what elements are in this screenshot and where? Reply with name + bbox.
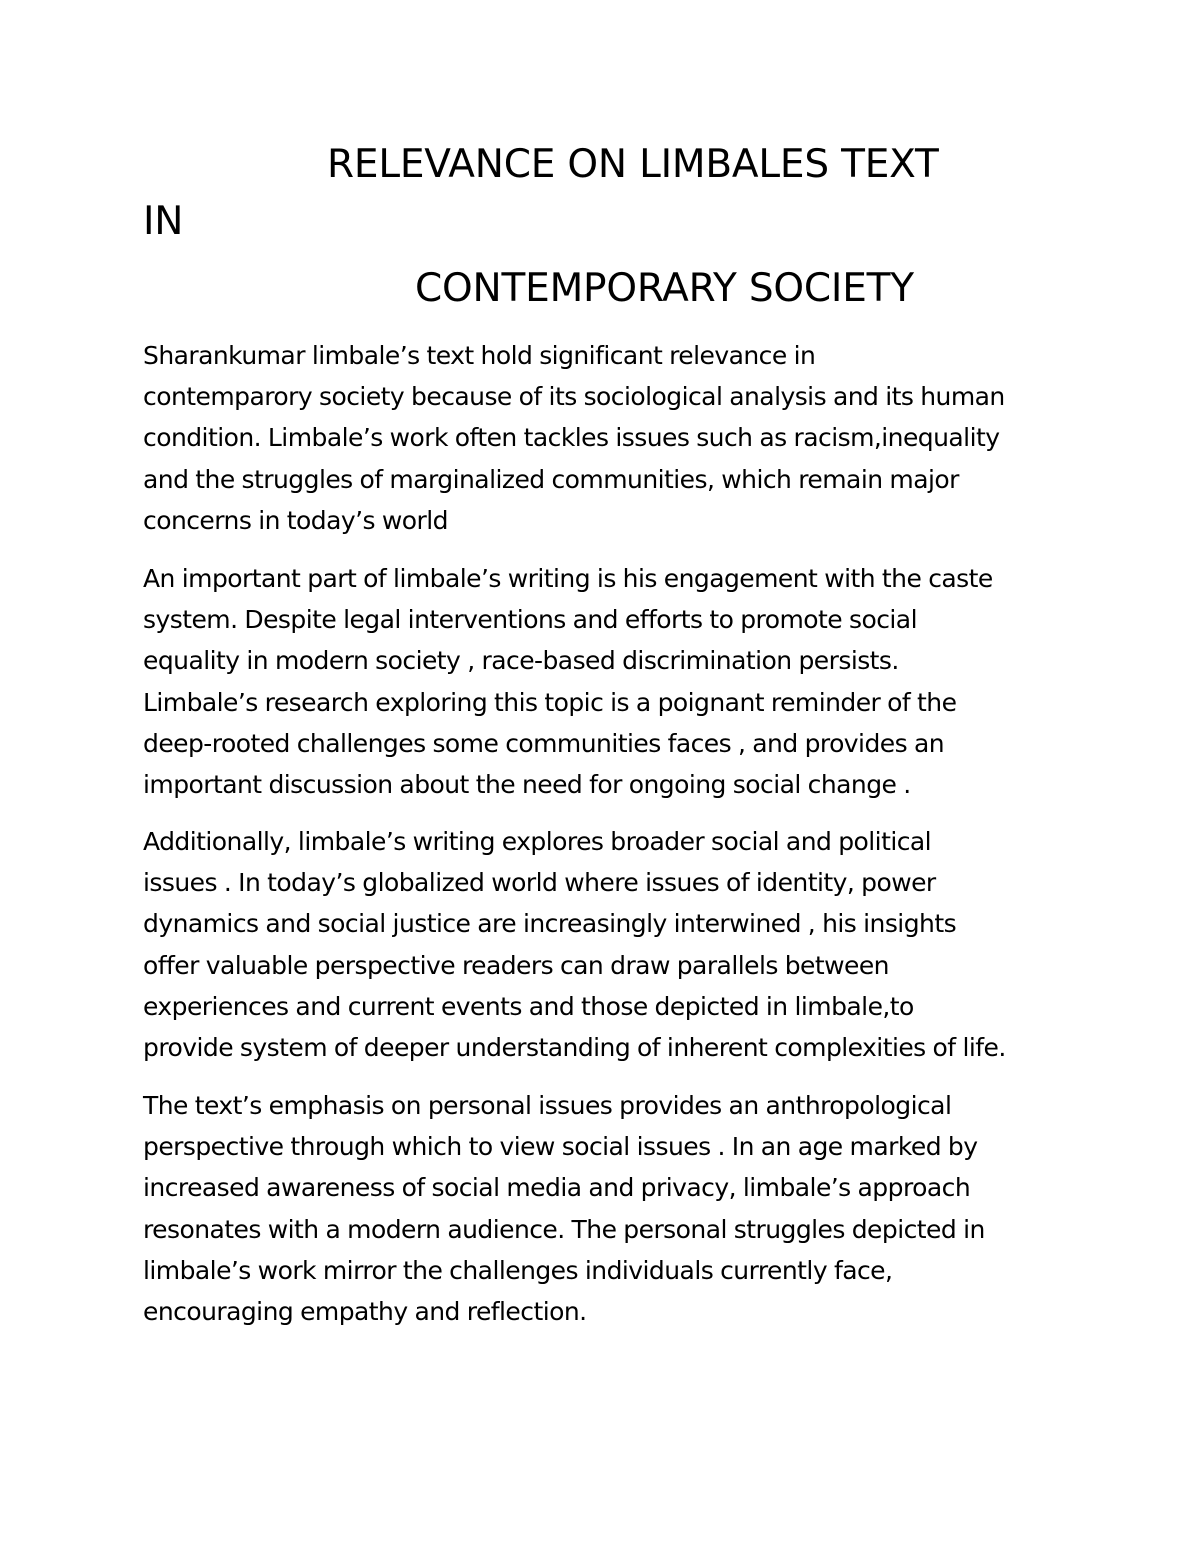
- paragraph-1: Sharankumar limbale’s text hold significant relevance in contemparory society because of its sociological analysis and its human condition. Limbale’s work often tackles issues such as racism,inequality and the struggles of marginalized communities, which remain major concerns in today’s world: [143, 341, 1005, 535]
- paragraph-4: The text’s emphasis on personal issues provides an anthropological perspective through which to view social issues . In an age marked by increased awareness of social media and privacy, limbale’s approach resonates with a modern audience. The personal struggles depicted in limbale’s work mirror the challenges individuals currently face, encouraging empathy and reflection.: [143, 1091, 985, 1327]
- title-line-2: IN: [143, 199, 184, 244]
- paragraph-2: An important part of limbale’s writing is his engagement with the caste system. Despite legal interventions and efforts to promote social equality in modern society , race-based discrimination persists. Limbale’s research exploring this topic is a poignant reminder of the deep-rooted challenges some communities faces , and provides an important discussion about the need for ongoing social change .: [143, 564, 993, 800]
- title-line-3: CONTEMPORARY SOCIETY: [415, 266, 914, 311]
- paragraph-3: Additionally, limbale’s writing explores broader social and political issues . In today’s globalized world where issues of identity, power dynamics and social justice are increasingly interwined , his insights offer valuable perspective readers can draw parallels between experiences and current events and those depicted in limbale,to provide system of deeper understanding of inherent complexities of life.: [143, 827, 1006, 1063]
- title-line-1: RELEVANCE ON LIMBALES TEXT: [327, 142, 939, 187]
